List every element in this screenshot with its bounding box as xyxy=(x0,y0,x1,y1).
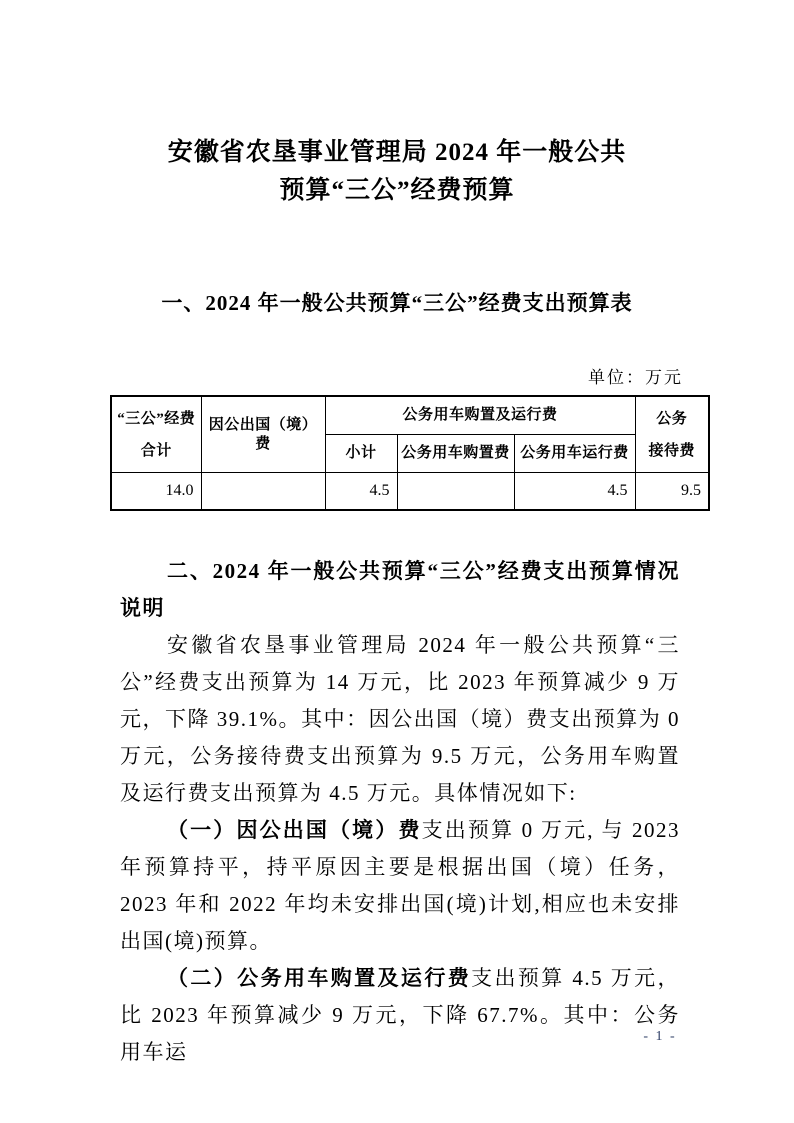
table-row xyxy=(111,473,709,511)
value-vehicle-purchase-cell xyxy=(397,473,514,511)
section-2-heading: 二、2024 年一般公共预算“三公”经费支出预算情况说明 xyxy=(120,559,680,620)
header-vehicle-subtotal-cell: 小计 xyxy=(325,435,397,473)
paragraph xyxy=(120,627,680,812)
header-abroad-cell: 因公出国（境）费 xyxy=(201,396,325,473)
value-total-cell: 14.0 xyxy=(111,473,201,511)
document-title-line-1: 安徽省农垦事业管理局 2024 年一般公共 xyxy=(167,139,627,166)
header-reception-line-1: 公务 xyxy=(656,410,688,427)
paragraph xyxy=(120,812,680,960)
header-vehicle-operation-cell: 公务用车运行费 xyxy=(514,435,635,473)
page-number: - 1 - xyxy=(643,1029,677,1044)
document-title xyxy=(0,134,794,210)
header-total-cell xyxy=(111,396,201,473)
value-abroad-cell xyxy=(201,473,325,511)
value-reception-cell: 9.5 xyxy=(635,473,709,511)
paragraph-bold-run: （二）公务用车购置及运行费 xyxy=(167,966,472,990)
paragraph-run: 支出预算 0 万元, 与 2023 年预算持平，持平原因主要是根据出国（境）任务，2023 年和 2022 年均未安排出国(境)计划,相应也未安排出国(境)预算。 xyxy=(120,818,680,953)
value-vehicle-subtotal-cell: 4.5 xyxy=(325,473,397,511)
section-1-heading: 一、2024 年一般公共预算“三公”经费支出预算表 xyxy=(161,291,633,315)
header-total-line-2: 合计 xyxy=(140,442,172,459)
section-2-body xyxy=(120,553,680,1071)
header-reception-cell xyxy=(635,396,709,473)
paragraph xyxy=(120,960,680,1071)
header-reception-line-2: 接待费 xyxy=(648,442,696,459)
table-unit-label: 单位：万元 xyxy=(588,368,683,387)
value-vehicle-operation-cell: 4.5 xyxy=(514,473,635,511)
header-vehicle-group-cell: 公务用车购置及运行费 xyxy=(325,396,635,435)
paragraph-bold-run: （一）因公出国（境）费 xyxy=(167,818,422,842)
paragraph-run: 支出预算 4.5 万元，比 2023 年预算减少 9 万元，下降 67.7%。其中：公务用车运 xyxy=(120,966,681,1064)
header-vehicle-purchase-cell: 公务用车购置费 xyxy=(397,435,514,473)
header-total-line-1: “三公”经费 xyxy=(117,410,196,427)
document-title-line-2: 预算“三公”经费预算 xyxy=(279,177,515,204)
budget-table xyxy=(110,395,710,511)
paragraph-run: 安徽省农垦事业管理局 2024 年一般公共预算“三公”经费支出预算为 14 万元，比 2023 年预算减少 9 万元，下降 39.1%。其中：因公出国（境）费支出预算为 0 万元，公务接待费支出预算为 9.5 万元，公务用车购置及运行费支出预算为 4.5 万元。具体情况如下: xyxy=(120,633,680,805)
section-2-paragraphs xyxy=(120,627,680,1071)
